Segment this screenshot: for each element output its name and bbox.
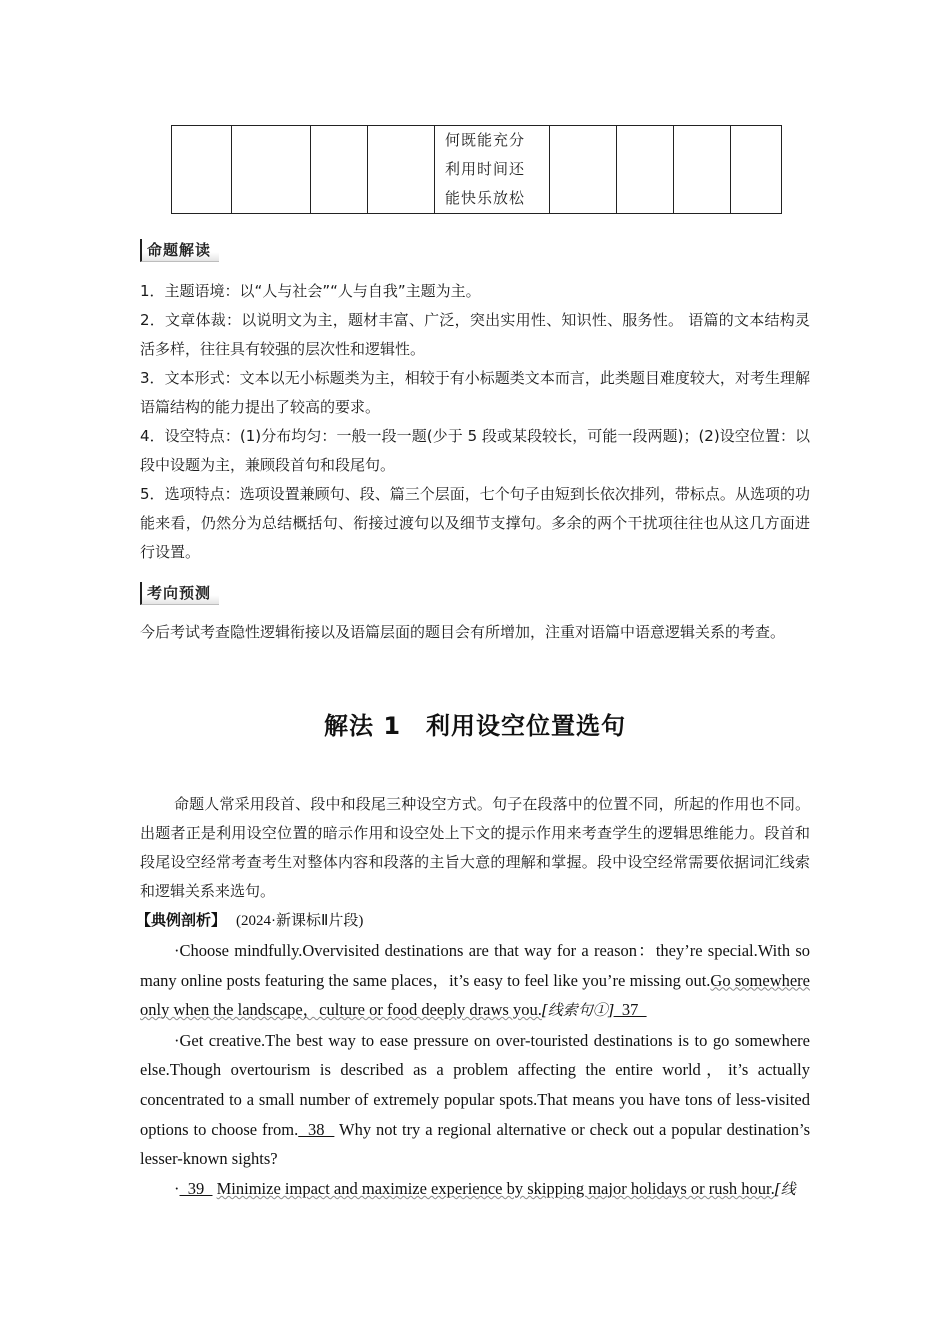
passage-paragraph-2 bbox=[140, 1026, 810, 1174]
table-row bbox=[172, 126, 782, 214]
blank-37: 37 bbox=[613, 1000, 647, 1020]
interpretation-item: 3．文本形式：文本以无小标题类为主，相较于有小标题类文本而言，此类题目难度较大，对考生理解语篇结构的能力提出了较高的要求。 bbox=[140, 369, 810, 416]
example-passage bbox=[140, 936, 810, 1204]
cell-line: 利用时间还 bbox=[445, 160, 526, 178]
section-tag-interpretation: 命题解读 bbox=[140, 239, 219, 262]
section-tag-prediction: 考向预测 bbox=[140, 582, 219, 605]
table-cell bbox=[311, 126, 368, 214]
interpretation-item: 4．设空特点：(1)分布均匀：一般一段一题(少于 5 段或某段较长，可能一段两题)；(2)设空位置：以段中设题为主，兼顾段首句和段尾句。 bbox=[140, 427, 810, 474]
bullet: · bbox=[174, 1178, 180, 1198]
passage-paragraph-3 bbox=[140, 1174, 810, 1205]
cell-line: 何既能充分 bbox=[445, 131, 526, 149]
passage-paragraph-1 bbox=[140, 936, 810, 1026]
table-cell bbox=[617, 126, 674, 214]
table-cell-text bbox=[435, 126, 550, 214]
interpretation-item: 2．文章体裁：以说明文为主，题材丰富、广泛，突出实用性、知识性、服务性。 语篇的文本结构灵活多样，往往具有较强的层次性和逻辑性。 bbox=[140, 311, 810, 358]
example-heading bbox=[136, 906, 363, 935]
clue-marker: [线 bbox=[774, 1179, 796, 1198]
method-intro bbox=[140, 790, 810, 906]
table-cell bbox=[368, 126, 435, 214]
method-intro-paragraph: 命题人常采用段首、段中和段尾三种设空方式。句子在段落中的位置不同，所起的作用也不同。出题者正是利用设空位置的暗示作用和设空处上下文的提示作用来考查学生的逻辑思维能力。段首和段尾设空经常考查考生对整体内容和段落的主旨大意的理解和掌握。段中设空经常需要依据词汇线索和逻辑关系来选句。 bbox=[140, 795, 810, 900]
interpretation-list bbox=[140, 277, 810, 567]
paragraph-text: ·Get creative.The best way to ease pressure on over-touristed destinations is to go somewhere else.Though overtourism is described as a problem affecting the entire world，it’s actually concentrated to a small number of extremely popular spots.That means you have tons of less-visited options to choose from. bbox=[140, 1030, 810, 1139]
example-source: (2024·新课标Ⅱ片段) bbox=[236, 913, 364, 929]
prediction-text bbox=[140, 618, 810, 647]
interpretation-item: 1．主题语境：以“人与社会”“人与自我”主题为主。 bbox=[140, 282, 481, 300]
clue-sentence: Minimize impact and maximize experience by skipping major holidays or rush hour. bbox=[216, 1178, 775, 1198]
prediction-paragraph: 今后考试考查隐性逻辑衔接以及语篇层面的题目会有所增加，注重对语篇中语意逻辑关系的考查。 bbox=[140, 623, 786, 641]
table-cell bbox=[674, 126, 731, 214]
paragraph-text: Why not try a regional alternative or check out a popular destination’s lesser-known sights? bbox=[140, 1119, 811, 1169]
table-cell bbox=[731, 126, 782, 214]
example-label: 【典例剖析】 bbox=[136, 911, 227, 929]
paragraph-text: ·Choose mindfully.Overvisited destinations are that way for a reason：they’re special.With so many online posts featuring the same places，it’s easy to feel like you’re missing out. bbox=[140, 941, 810, 990]
clue-sentence: Go somewhere only when the landscape，culture or food deeply draws you. bbox=[140, 970, 810, 1020]
table-cell bbox=[550, 126, 617, 214]
method-title: 解法 1 利用设空位置选句 bbox=[323, 712, 627, 740]
clue-marker: [线索句①] bbox=[541, 1001, 614, 1020]
blank-38: 38 bbox=[298, 1119, 335, 1139]
cell-line: 能快乐放松 bbox=[445, 189, 526, 207]
blank-39: 39 bbox=[179, 1178, 213, 1198]
schedule-table-fragment bbox=[171, 125, 782, 214]
table-cell bbox=[232, 126, 311, 214]
interpretation-item: 5．选项特点：选项设置兼顾句、段、篇三个层面，七个句子由短到长依次排列，带标点。从选项的功能来看，仍然分为总结概括句、衔接过渡句以及细节支撑句。多余的两个干扰项往往也从这几方面进行设置。 bbox=[140, 485, 810, 561]
table-cell bbox=[172, 126, 232, 214]
